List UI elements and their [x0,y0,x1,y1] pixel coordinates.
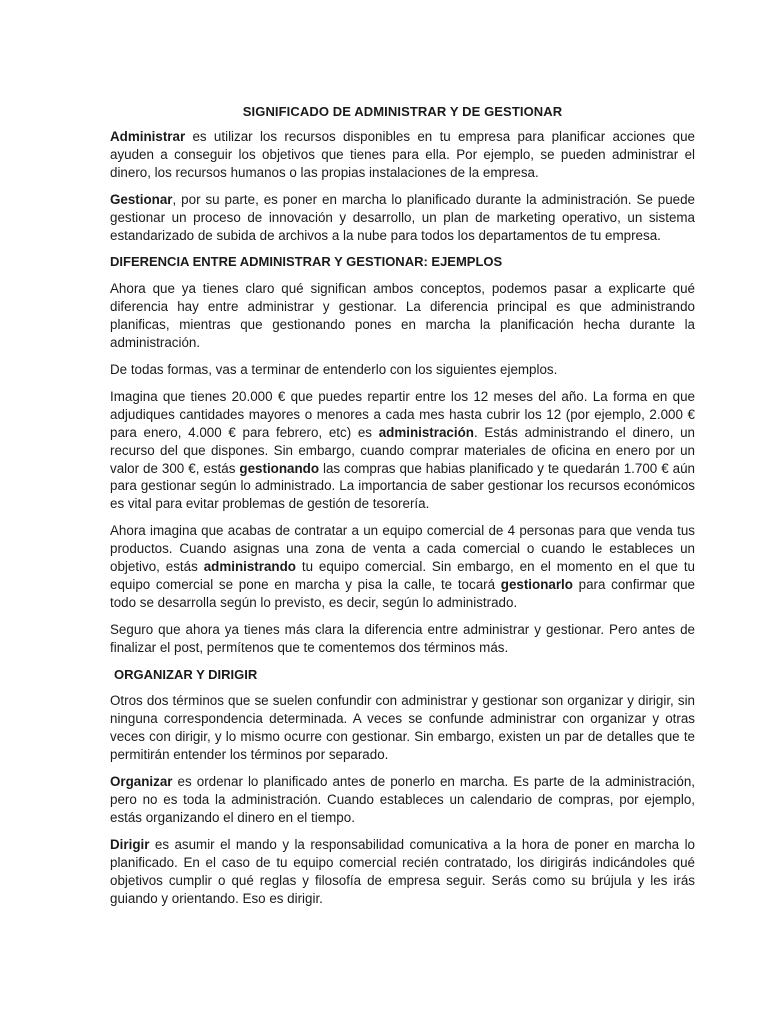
paragraph-text: Imagina que tienes 20.000 € que puedes repartir entre los 12 meses del año. La forma en que adjudiques cantidades mayores o menores a cada mes hasta cubrir los 12 (por ejemplo, 2.000 € para enero, 4.000 € para febrero, etc) es [110,388,695,440]
paragraph-text: Ahora imagina que acabas de contratar a un equipo comercial de 4 personas para que venda tus productos. Cuando asignas una zona de venta a cada comercial o cuando le estableces un objetivo, estás [110,523,695,575]
paragraph-gestionar [110,191,695,245]
paragraph-text: es utilizar los recursos disponibles en tu empresa para planificar acciones que ayuden a conseguir los objetivos que tienes para ella. Por ejemplo, se pueden administrar el dinero, los recursos humanos o las propias instalaciones de la empresa. [110,129,695,180]
paragraph-ejemplo-equipo [110,522,695,612]
emphasis-administrando: administrando [203,559,296,575]
paragraph-ahora-claro: Ahora que ya tienes claro qué significan ambos conceptos, podemos pasar a explicarte qué diferencia hay entre administrar y gestionar. La diferencia principal es que administrando planificas, mientras que gestionando pones en marcha la planificación hecha durante la administración. [110,281,695,351]
emphasis-gestionarlo: gestionarlo [500,576,573,592]
paragraph-text: . Estás administrando el dinero, un recurso del que dispones. Sin embargo, cuando comprar materiales de oficina en enero por un valor de 300 €, estás [110,424,696,476]
term-gestionar: Gestionar [110,191,173,207]
paragraph-de-todas-formas: De todas formas, vas a terminar de entenderlo con los siguientes ejemplos. [110,361,558,377]
term-administrar: Administrar [110,129,186,144]
paragraph-otros-terminos: Otros dos términos que se suelen confundir con administrar y gestionar son organizar y dirigir, sin ninguna correspondencia determinada. A veces se confunde administrar con organizar y otras veces con dirigir, y lo mismo ocurre con gestionar. Sin embargo, existen un par de detalles que te permitirán entender los términos por separado. [110,693,695,763]
emphasis-administracion: administración [378,424,474,440]
term-dirigir: Dirigir [110,836,150,852]
paragraph-organizar [110,773,695,827]
paragraph-dirigir [110,836,695,908]
paragraph-text: las compras que habias planificado y te quedarán 1.700 € aún para gestionar según lo administrado. La importancia de saber gestionar los recursos económicos es vital para evitar problemas de gestión de tesorería. [110,460,695,512]
paragraph-text: para confirmar que todo se desarrolla según lo previsto, es decir, según lo administrado. [110,576,695,610]
paragraph-text: , por su parte, es poner en marcha lo planificado durante la administración. Se puede gestionar un proceso de innovación y desarrollo, un plan de marketing operativo, un sistema estandarizado de subida de archivos a la nube para todos los departamentos de tu empresa. [110,191,695,243]
paragraph-seguro: Seguro que ahora ya tienes más clara la diferencia entre administrar y gestionar. Pero antes de finalizar el post, permítenos que te comentemos dos términos más. [110,621,695,655]
paragraph-text: es asumir el mando y la responsabilidad comunicativa a la hora de poner en marcha lo planificado. En el caso de tu equipo comercial recién contratado, los dirigirás indicándoles qué objetivos cumplir o qué reglas y filosofía de empresa seguir. Serás como su brújula y les irás guiando y orientando. Eso es dirigir. [110,836,695,906]
section-heading-organizar: ORGANIZAR Y DIRIGIR [114,666,258,682]
paragraph-text: es ordenar lo planificado antes de ponerlo en marcha. Es parte de la administración, pero no es toda la administración. Cuando estableces un calendario de compras, por ejemplo, estás organizando el dinero en el tiempo. [110,774,695,825]
paragraph-text: tu equipo comercial. Sin embargo, en el momento en el que tu equipo comercial se pone en marcha y pisa la calle, te tocará [110,559,695,592]
section-heading-diferencia: DIFERENCIA ENTRE ADMINISTRAR Y GESTIONAR: EJEMPLOS [110,254,503,270]
paragraph-ejemplo-dinero [110,388,695,513]
emphasis-gestionando: gestionando [239,460,320,476]
document-title: SIGNIFICADO DE ADMINISTRAR Y DE GESTIONAR [242,104,563,119]
paragraph-administrar [110,128,695,182]
term-organizar: Organizar [110,774,173,790]
